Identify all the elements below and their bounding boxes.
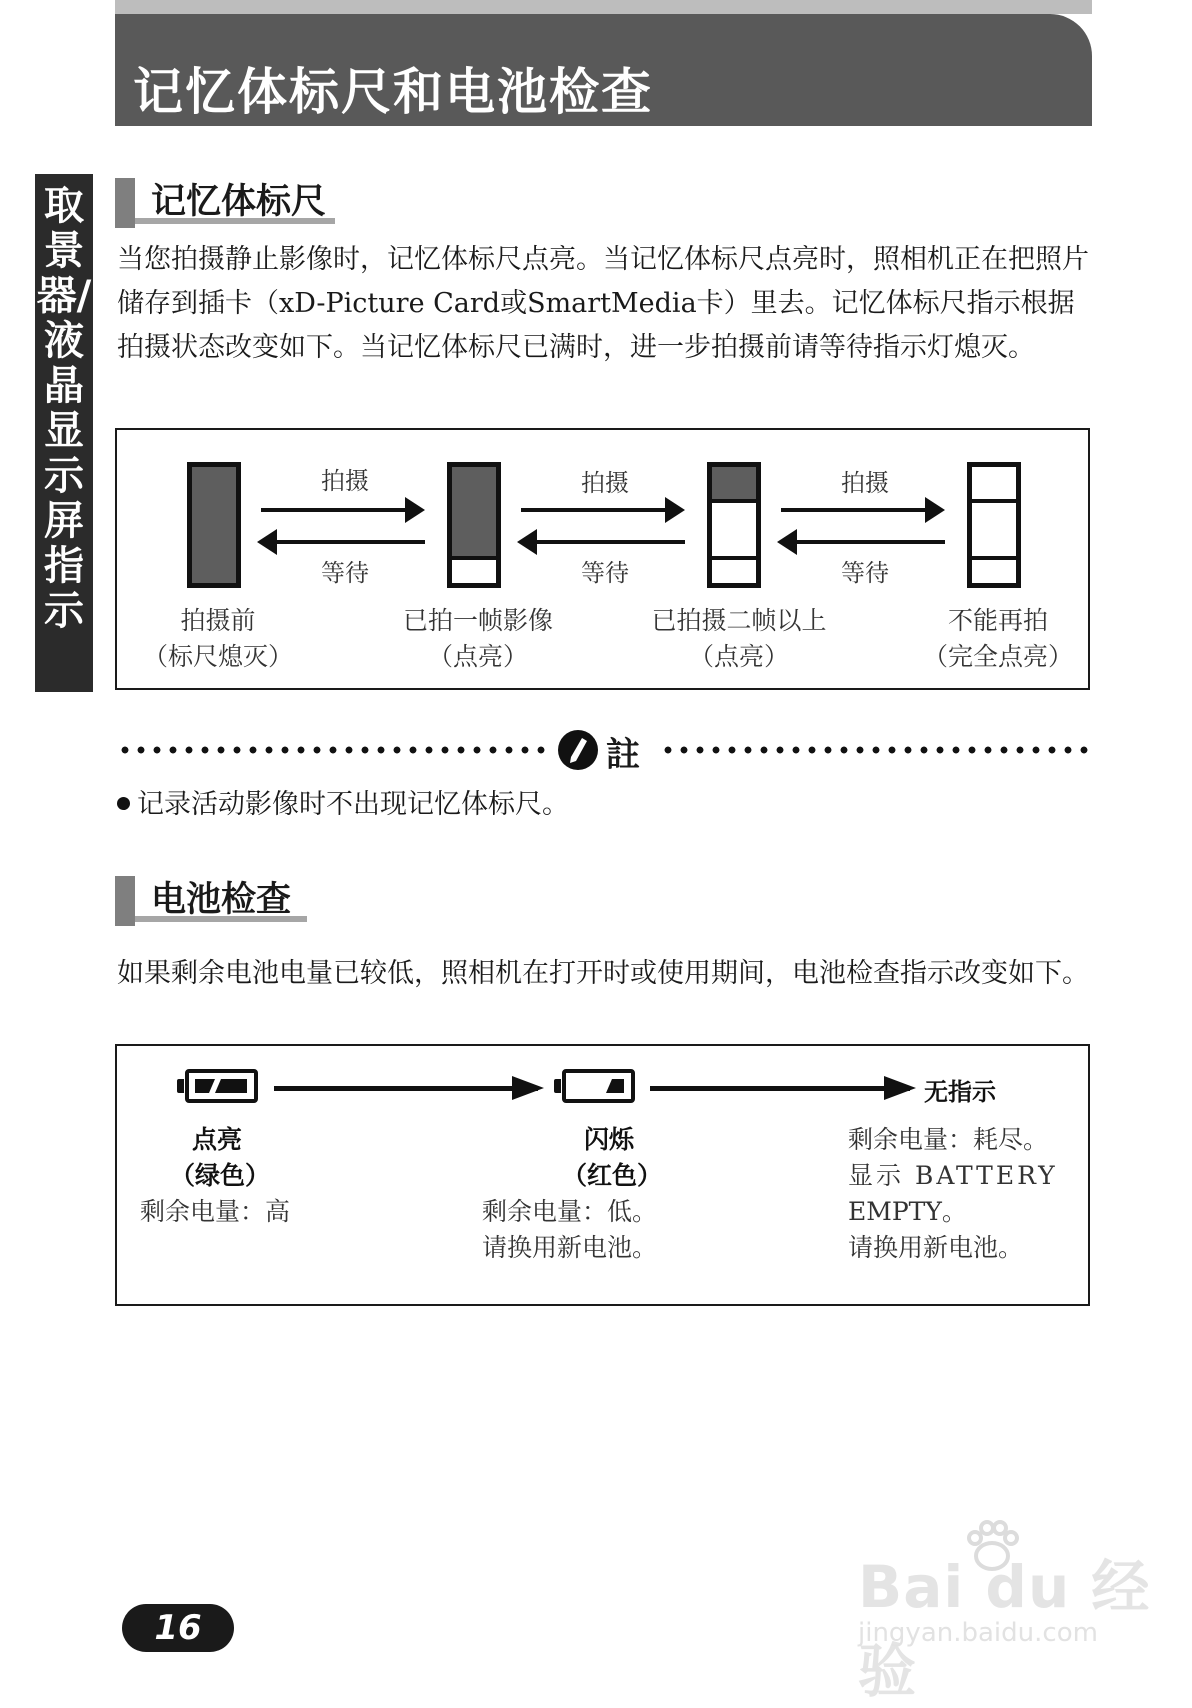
note-icon — [558, 730, 598, 770]
battery-full-icon — [185, 1069, 258, 1103]
arrow-left — [261, 540, 425, 544]
section-title-battery-check: 电池检查 — [151, 880, 292, 920]
side-tab-label: 取景器/液晶显示屏指示 — [36, 183, 92, 634]
gauge-caption-3: 已拍摄二帧以上 （点亮） — [651, 606, 827, 671]
note-divider-left — [117, 746, 547, 754]
arrow-label-wait: 等待 — [321, 559, 369, 587]
gauge-state-4 — [967, 462, 1021, 588]
arrow-label-wait: 等待 — [841, 559, 889, 587]
arrow-label-wait: 等待 — [581, 559, 629, 587]
gauge-caption-1: 拍摄前 （标尺熄灭） — [142, 606, 293, 671]
arrow-right — [781, 508, 941, 512]
battery-low-icon — [562, 1069, 635, 1103]
page-number: 16 — [154, 1608, 202, 1648]
battery-state-2: 闪烁 （红色） 剩余电量：低。 请换用新电池。 — [482, 1125, 663, 1262]
arrow-right — [261, 508, 421, 512]
gauge-state-2 — [447, 462, 501, 588]
title-banner-top — [115, 0, 1092, 14]
battery-arrow — [274, 1086, 538, 1091]
arrow-label-shoot: 拍摄 — [841, 469, 889, 497]
watermark-url: jingyan.baidu.com — [858, 1618, 1098, 1648]
gauge-state-3 — [707, 462, 761, 588]
section-marker — [115, 178, 135, 228]
gauge-caption-2: 已拍一帧影像 （点亮） — [402, 606, 553, 671]
battery-check-paragraph: 如果剩余电池电量已较低，照相机在打开时或使用期间，电池检查指示改变如下。 — [117, 958, 1089, 989]
watermark-logo: Bai du 经验 — [858, 1553, 1151, 1705]
arrow-label-shoot: 拍摄 — [321, 467, 369, 495]
gauge-caption-4: 不能再拍 （完全点亮） — [922, 606, 1073, 671]
note-divider-right — [660, 746, 1090, 754]
note-text: 记录活动影像时不出现记忆体标尺。 — [137, 789, 569, 820]
no-indicator-label: 无指示 — [924, 1078, 996, 1106]
battery-arrow — [650, 1086, 910, 1091]
arrow-right — [521, 508, 681, 512]
section-title-memory-gauge: 记忆体标尺 — [151, 182, 327, 222]
arrow-left — [521, 540, 685, 544]
battery-state-3: 剩余电量：耗尽。 显示 BATTERY EMPTY。 请换用新电池。 — [848, 1125, 1058, 1262]
arrow-label-shoot: 拍摄 — [581, 469, 629, 497]
battery-state-1: 点亮 （绿色） 剩余电量：高 — [140, 1125, 291, 1226]
memory-gauge-paragraph: 当您拍摄静止影像时，记忆体标尺点亮。当记忆体标尺点亮时，照相机正在把照片储存到插卡（xD-Picture Card或SmartMedia卡）里去。记忆体标尺指示根据拍摄状态改变如下。当记忆体标尺已满时，进一步拍摄前请等待指示灯熄灭。 — [117, 244, 1089, 363]
note-label: 註 — [606, 735, 640, 775]
arrow-left — [781, 540, 945, 544]
bullet — [117, 797, 130, 810]
section-marker — [115, 876, 135, 926]
page-title: 记忆体标尺和电池检查 — [133, 63, 653, 121]
gauge-state-1 — [187, 462, 241, 588]
